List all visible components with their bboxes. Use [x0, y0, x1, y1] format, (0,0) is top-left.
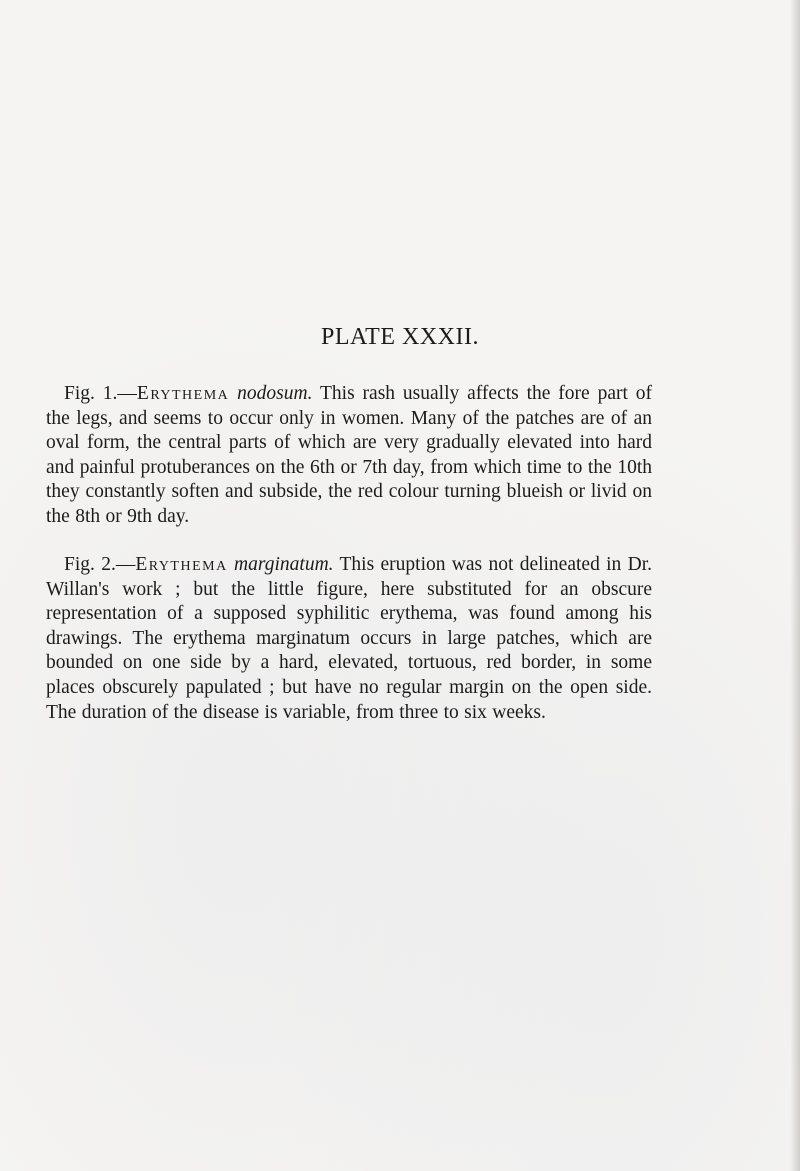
figure-1-description — [46, 382, 652, 530]
figure-1-species: nodosum. — [237, 383, 313, 404]
figure-2-species: marginatum. — [234, 554, 334, 575]
plate-title: PLATE XXXII. — [321, 324, 479, 350]
figure-2-description — [46, 553, 652, 725]
figure-1-label: Fig. 1.— — [64, 383, 137, 404]
figure-2-text: This eruption was not delineated in Dr. Willan's work ; but the little figure, here substituted for an obscure representation of a supposed syphilitic erythema, was found among his drawings. The erythema marginatum occurs in large patches, which are bounded on one side by a hard, elevated, tortuous, red border, in some places obscurely papulated ; but have no regular margin on the open side. The duration of the disease is variable, from three to six weeks. — [46, 554, 653, 723]
figure-2-label: Fig. 2.— — [64, 554, 136, 575]
figure-1-text: This rash usually affects the fore part of the legs, and seems to occur only in women. Many of the patches are of an oval form, the central parts of which are very gradually elevated into hard and painful protuberances on the 6th or 7th day, from which time to the 10th they constantly soften and subside, the red colour turning blueish or livid on the 8th or 9th day. — [46, 383, 653, 527]
page-edge-shadow — [790, 0, 800, 1171]
figure-2-genus: Erythema — [135, 554, 228, 575]
figure-1-genus: Erythema — [136, 383, 230, 404]
